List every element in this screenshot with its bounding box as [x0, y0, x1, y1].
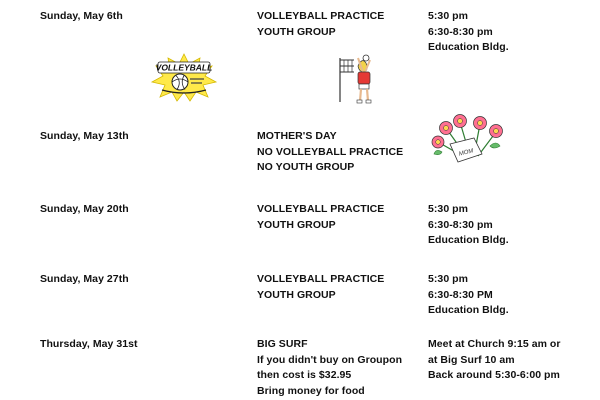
date-may-20: Sunday, May 20th [40, 203, 129, 215]
flower-2 [454, 115, 467, 128]
event-line: YOUTH GROUP [257, 25, 336, 38]
flower-3 [474, 117, 487, 130]
time-line: 6:30-8:30 PM [428, 288, 493, 301]
flower-5 [432, 136, 444, 148]
event-line: If you didn't buy on Groupon [257, 353, 403, 366]
times-may-31 [428, 337, 561, 384]
date-may-6: Sunday, May 6th [40, 10, 123, 22]
time-line: Education Bldg. [428, 234, 509, 246]
times-may-20 [428, 202, 509, 249]
time-line: Meet at Church 9:15 am or [428, 338, 561, 350]
time-line: Back around 5:30-6:00 pm [428, 369, 560, 381]
time-line: 6:30-8:30 pm [428, 218, 493, 231]
time-line: 5:30 pm [428, 273, 469, 285]
events-may-27 [257, 272, 384, 303]
events-may-6 [257, 9, 384, 40]
events-may-13 [257, 129, 403, 176]
volleyball-player-icon [336, 54, 378, 104]
flower-card-text: MOM [458, 148, 475, 158]
event-line: NO YOUTH GROUP [257, 161, 355, 173]
events-may-20 [257, 202, 384, 233]
event-line: BIG SURF [257, 338, 308, 350]
time-line: Education Bldg. [428, 304, 509, 316]
times-may-27 [428, 272, 509, 319]
flower-4 [490, 125, 503, 138]
event-line: YOUTH GROUP [257, 288, 336, 301]
flower-bouquet-icon [430, 112, 510, 168]
time-line: Education Bldg. [428, 41, 509, 53]
event-line: YOUTH GROUP [257, 218, 336, 231]
times-may-6 [428, 9, 509, 56]
time-line: at Big Surf 10 am [428, 353, 515, 366]
event-line: NO VOLLEYBALL PRACTICE [257, 145, 404, 158]
event-line: VOLLEYBALL PRACTICE [257, 10, 385, 22]
event-line: Bring money for food [257, 384, 365, 397]
time-line: 5:30 pm [428, 10, 469, 22]
event-line: then cost is $32.95 [257, 369, 352, 381]
flower-1 [440, 122, 453, 135]
event-line: MOTHER'S DAY [257, 130, 337, 142]
time-line: 6:30-8:30 pm [428, 25, 493, 38]
date-may-13: Sunday, May 13th [40, 130, 129, 142]
date-may-31: Thursday, May 31st [40, 338, 138, 350]
volleyball-logo-icon [150, 52, 218, 102]
events-may-31 [257, 337, 402, 399]
event-line: VOLLEYBALL PRACTICE [257, 273, 385, 285]
time-line: 5:30 pm [428, 203, 469, 215]
date-may-27: Sunday, May 27th [40, 273, 129, 285]
volleyball-logo-text: VOLLEYBALL [155, 62, 213, 73]
event-line: VOLLEYBALL PRACTICE [257, 203, 385, 215]
